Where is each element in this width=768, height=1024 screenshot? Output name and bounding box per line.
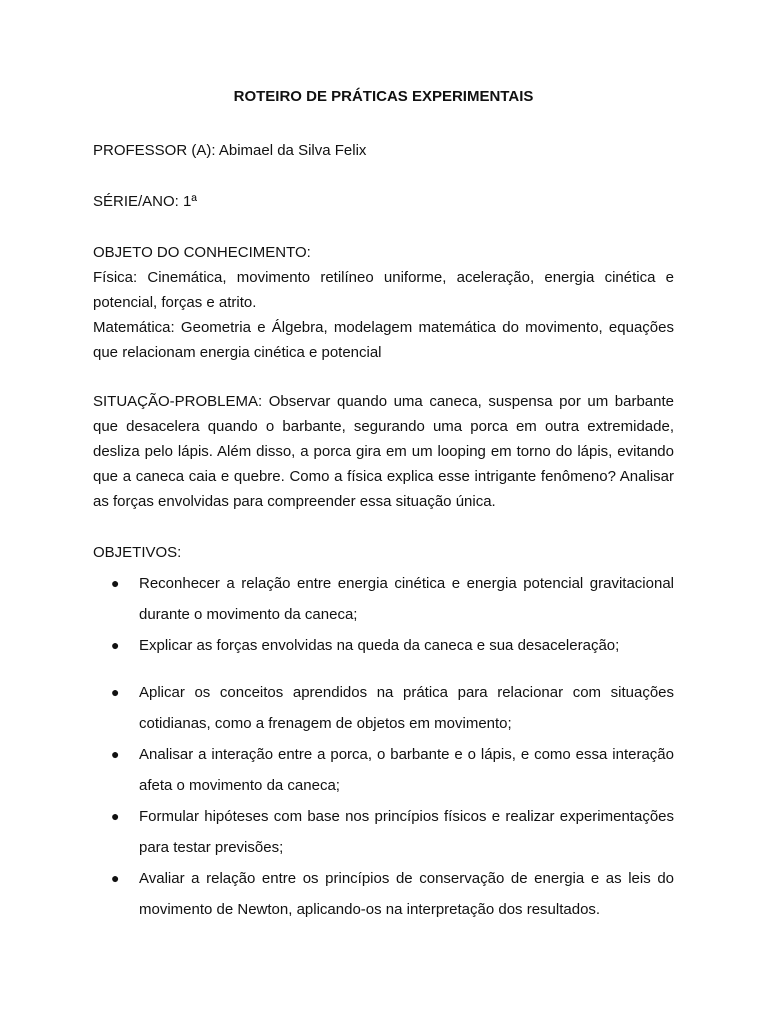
list-item [93, 568, 674, 630]
objective-text: Analisar a interação entre a porca, o barbante e o lápis, e como essa interação afeta o movimento da caneca; [139, 746, 674, 794]
bullet-icon: ● [111, 808, 120, 824]
objetivos-heading: OBJETIVOS: [93, 544, 182, 561]
serie-line: SÉRIE/ANO: 1ª [93, 193, 197, 210]
bullet-icon: ● [111, 746, 120, 762]
objeto-fisica: Física: Cinemática, movimento retilíneo uniforme, aceleração, energia cinética e potencial, forças e atrito. [93, 269, 674, 311]
bullet-icon: ● [111, 684, 120, 700]
list-item [93, 630, 674, 661]
objectives-list [93, 568, 674, 925]
objeto-section [93, 240, 674, 365]
objective-text: Aplicar os conceitos aprendidos na prática para relacionar com situações cotidianas, como a frenagem de objetos em movimento; [139, 684, 674, 732]
situacao-problema: SITUAÇÃO-PROBLEMA: Observar quando uma caneca, suspensa por um barbante que desacelera quando o barbante, segurando uma porca em outra extremidade, desliza pelo lápis. Além disso, a porca gira em um looping em torno do lápis, evitando que a caneca caia e quebre. Como a física explica esse intrigante fenômeno? Analisar as forças envolvidas para compreender essa situação única. [93, 393, 674, 510]
list-item [93, 863, 674, 925]
bullet-icon: ● [111, 637, 120, 653]
bullet-icon: ● [111, 870, 120, 886]
objective-text: Avaliar a relação entre os princípios de conservação de energia e as leis do movimento de Newton, aplicando-os na interpretação dos resultados. [139, 870, 674, 918]
bullet-icon: ● [111, 575, 120, 591]
list-item [93, 739, 674, 801]
list-item [93, 677, 674, 739]
objective-text: Formular hipóteses com base nos princípios físicos e realizar experimentações para testar previsões; [139, 808, 674, 856]
document-page [93, 88, 674, 925]
objeto-matematica: Matemática: Geometria e Álgebra, modelagem matemática do movimento, equações que relacionam energia cinética e potencial [93, 319, 674, 361]
list-item [93, 801, 674, 863]
professor-line: PROFESSOR (A): Abimael da Silva Felix [93, 142, 367, 159]
objeto-heading: OBJETO DO CONHECIMENTO: [93, 244, 311, 261]
document-title: ROTEIRO DE PRÁTICAS EXPERIMENTAIS [233, 88, 534, 105]
objective-text: Reconhecer a relação entre energia cinética e energia potencial gravitacional durante o movimento da caneca; [139, 575, 674, 623]
objective-text: Explicar as forças envolvidas na queda da caneca e sua desaceleração; [139, 637, 620, 654]
